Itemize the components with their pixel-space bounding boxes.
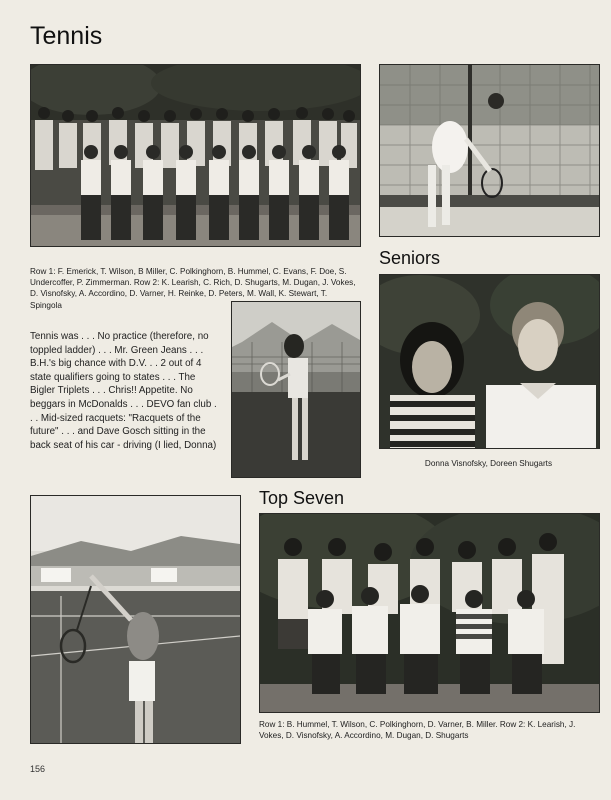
- page-number: 156: [30, 764, 46, 774]
- tennis-overhead-photo: [30, 495, 241, 744]
- team-photo-caption: Row 1: F. Emerick, T. Wilson, B Miller, C. Polkinghorn, B. Hummel, C. Evans, F. Doe, S. Undercoffer, P. Zimmerman. Row 2: K. Learish, C. Rich, D. Shugarts, M. Dugan, J. Vokes, D. Visnofsky, A. Accordino, D. Varner, H. Reinke, D. Peters, M. Wall, K. Stewart, T. Spingola: [30, 267, 356, 310]
- top-seven-heading: Top Seven: [259, 488, 345, 508]
- top-seven-photo: [259, 513, 600, 713]
- tennis-serve-photo: [379, 64, 600, 237]
- story-text: Tennis was . . . No practice (therefore, no toppled ladder) . . . Mr. Green Jeans . . . B.H.'s big chance with D.V. . . 2 out of 4 state qualifiers going to states . . . The Bigler Triplets . . . Chris!! Appetite. No beggars in McDonalds . . . DEVO fan club . . . Mid-sized racquets: "Racquets of the future" . . . and Dave Gosch sitting in the back seat of his car - driving (I lied, Donna): [30, 331, 217, 451]
- team-group-photo: [30, 64, 361, 247]
- seniors-photo: [379, 274, 600, 449]
- tennis-player-photo: [231, 301, 361, 478]
- seniors-heading: Seniors: [379, 248, 441, 268]
- top-seven-caption: Row 1: B. Hummel, T. Wilson, C. Polkinghorn, D. Varner, B. Miller. Row 2: K. Learish, J. Vokes, D. Visnofsky, A. Accordino, M. Dugan, D. Shugarts: [259, 720, 576, 741]
- page-title: Tennis: [30, 22, 103, 50]
- seniors-caption: Donna Visnofsky, Doreen Shugarts: [424, 459, 553, 468]
